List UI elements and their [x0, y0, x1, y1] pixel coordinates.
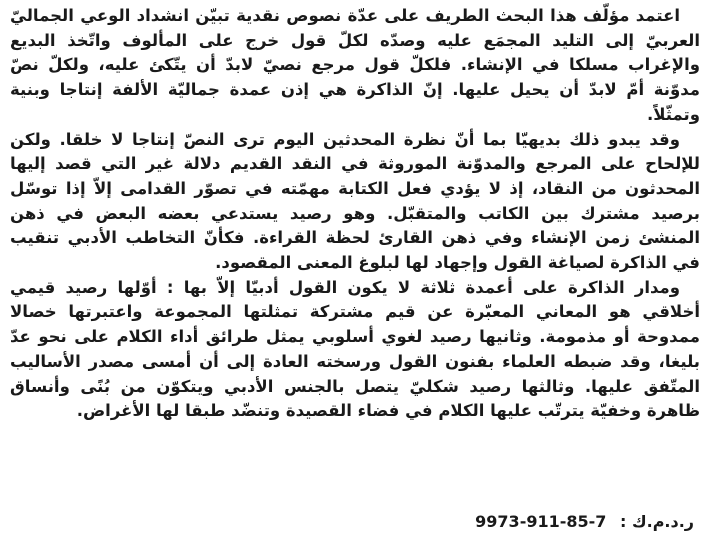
isbn-number: 9973-911-85-7 — [475, 512, 607, 531]
document-body — [10, 4, 700, 424]
isbn-label: ر.د.م.ك : — [619, 512, 694, 531]
paragraph-2: وقد يبدو ذلك بديهيّا بما أنّ نظرة المحدثين اليوم ترى النصّ إنتاجا لا خلقا. ولكن للإلحاح على المرجع والمدوّنة الموروثة في النقد القديم دلالة غير التي قصد إليها المحدثون من النقاد، إذ لا يؤدي فعل الكتابة مهمّته في تصوّر القدامى إلاّ إذا توسّل برصيد مشترك بين الكاتب والمتقبّل. وهو رصيد يستدعي بعضه البعض في ذهن المنشئ زمن الإنشاء وفي ذهن القارئ لحظة القراءة. فكأنّ التخاطب الأدبي تنقيب في الذاكرة لصياغة القول وإجهاد لها لبلوغ المعنى المقصود. — [10, 129, 700, 273]
paragraph-3: ومدار الذاكرة على أعمدة ثلاثة لا يكون القول أدبيّا إلاّ بها : أوّلها رصيد قيمي أخلاقي هو المعاني المعبّرة عن قيم مشتركة تمثلتها المجموعة واعتبرتها خصالا ممدوحة أو مذمومة. وثانيها رصيد لغوي أسلوبي يمثل طرائق أداء الكلام على نحو عدّ بليغا، وقد ضبطه العلماء بفنون القول ورسخته العادة إلى أن أمسى مصدر الأساليب المتّفق عليها. وثالثها رصيد شكليّ يتصل بالجنس الأدبي ويتكوّن من بُنًى وأنساق ظاهرة وخفيّة يترتّب عليها الكلام في فضاء القصيدة وتنضّد طبقا لها الأغراض. — [10, 277, 700, 421]
isbn-line — [16, 512, 694, 531]
paragraph-1: اعتمد مؤلّف هذا البحث الطريف على عدّة نصوص نقدية تبيّن انشداد الوعي الجماليّ العربيّ إلى التليد المجمَع عليه وصدّه لكلّ قول خرج على المألوف واتّخذ البديع والإغراب مسلكا في الإنشاء. فلكلّ قول مرجع نصيّ لابدّ أن يتّكئ عليه، ولكلّ نصّ مدوّنة أمّ لابدّ أن يحيل عليها. إنّ الذاكرة هي إذن عمدة جماليّة الألفة إنتاجا وبنية وتمثّلاً. — [10, 6, 700, 124]
